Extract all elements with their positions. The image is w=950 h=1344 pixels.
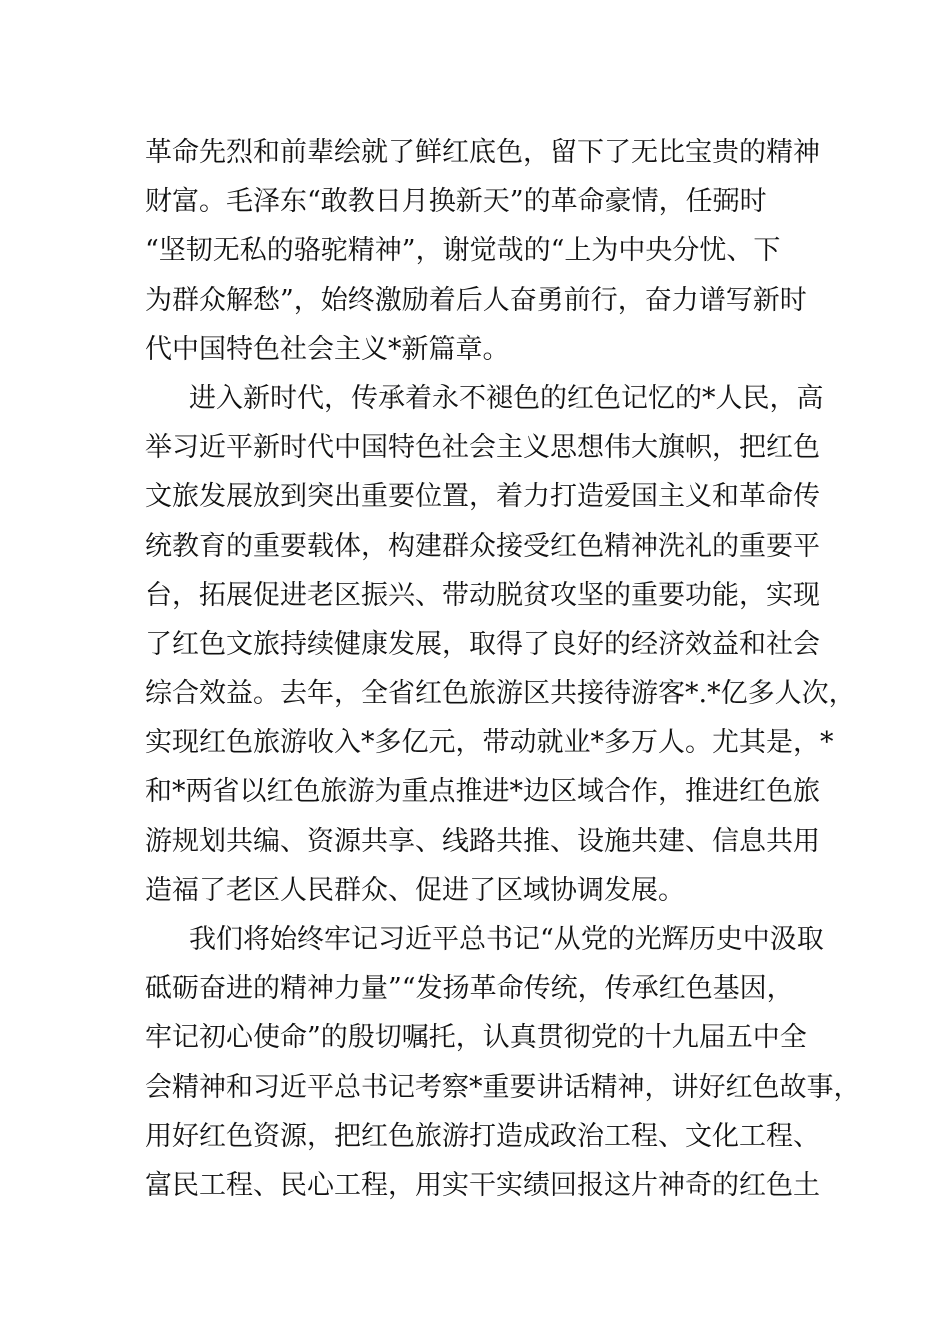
paragraph-1 <box>145 128 845 374</box>
text-line: 代中国特色社会主义*新篇章。 <box>145 333 510 365</box>
text-line: 综合效益。去年，全省红色旅游区共接待游客*.*亿多人次， <box>145 678 856 710</box>
text-line: 会精神和习近平总书记考察*重要讲话精神，讲好红色故事， <box>145 1071 861 1103</box>
text-line: 文旅发展放到突出重要位置，着力打造爱国主义和革命传 <box>145 481 820 513</box>
text-line: 造福了老区人民群众、促进了区域协调发展。 <box>145 874 685 906</box>
text-line: 财富。毛泽东“敢教日月换新天”的革命豪情，任弼时 <box>145 186 767 218</box>
text-line: 进入新时代，传承着永不褪色的红色记忆的*人民，高 <box>189 382 824 414</box>
text-line: 用好红色资源，把红色旅游打造成政治工程、文化工程、 <box>145 1120 820 1152</box>
text-line: 富民工程、民心工程，用实干实绩回报这片神奇的红色土 <box>145 1169 820 1201</box>
text-line: 为群众解愁”，始终激励着后人奋勇前行，奋力谱写新时 <box>145 284 807 316</box>
text-line: 牢记初心使命”的殷切嘱托，认真贯彻党的十九届五中全 <box>145 1022 807 1054</box>
text-line: 了红色文旅持续健康发展，取得了良好的经济效益和社会 <box>145 628 820 660</box>
text-line: 和*两省以红色旅游为重点推进*边区域合作，推进红色旅 <box>145 776 820 808</box>
text-line: “坚韧无私的骆驼精神”，谢觉哉的“上为中央分忧、下 <box>145 235 781 267</box>
document-body <box>145 128 861 1210</box>
text-line: 游规划共编、资源共享、线路共推、设施共建、信息共用 <box>145 825 820 857</box>
text-line: 举习近平新时代中国特色社会主义思想伟大旗帜，把红色 <box>145 432 820 464</box>
text-line: 统教育的重要载体，构建群众接受红色精神洗礼的重要平 <box>145 530 820 562</box>
text-line: 台，拓展促进老区振兴、带动脱贫攻坚的重要功能，实现 <box>145 579 820 611</box>
text-line: 实现红色旅游收入*多亿元，带动就业*多万人。尤其是，* <box>145 727 834 759</box>
paragraph-3 <box>145 915 861 1210</box>
text-line: 革命先烈和前辈绘就了鲜红底色，留下了无比宝贵的精神 <box>145 137 820 168</box>
paragraph-2 <box>145 374 856 915</box>
text-line: 我们将始终牢记习近平总书记“从党的光辉历史中汲取 <box>189 924 824 955</box>
text-line: 砥砺奋进的精神力量”“发扬革命传统，传承红色基因， <box>145 973 794 1005</box>
